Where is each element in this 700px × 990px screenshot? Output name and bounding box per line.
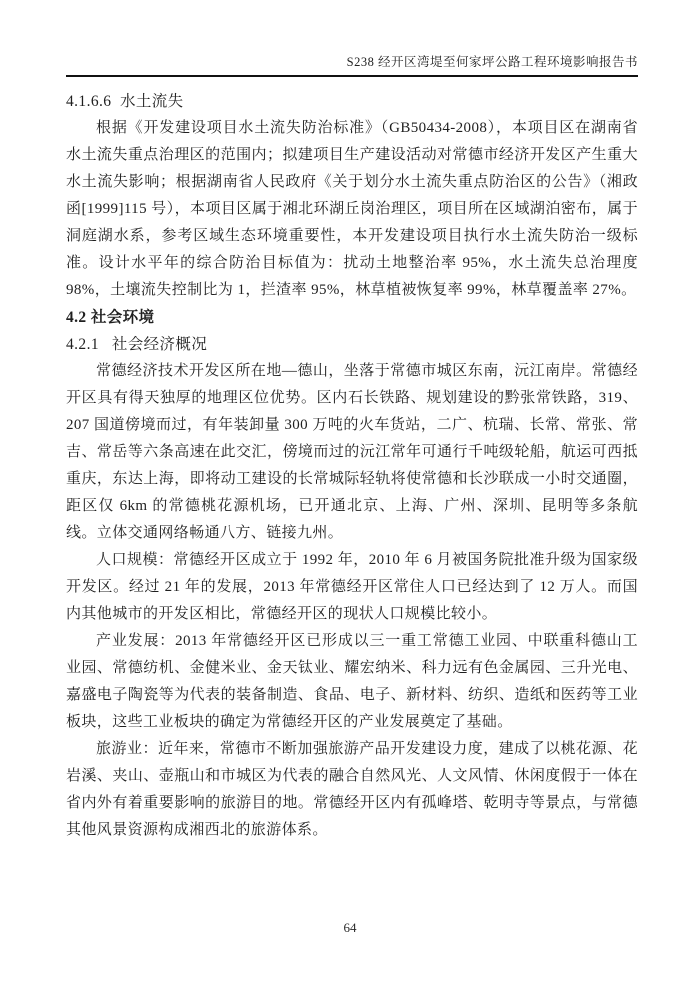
- paragraph-location-transport: 常德经济技术开发区所在地—德山，坐落于常德市城区东南，沅江南岸。常德经开区具有得天独厚的地理区位优势。区内石长铁路、规划建设的黔张常铁路，319、207 国道傍境而过，有年装卸量 300 万吨的火车货站，二广、杭瑞、长常、常张、常吉、常岳等六条高速在此交汇，傍境而过的沅江常年可通行千吨级轮船，航运可西抵重庆，东达上海，即将动工建设的长常城际轻轨将使常德和长沙联成一小时交通圈，距区仅 6km 的常德桃花源机场，已开通北京、上海、广州、深圳、昆明等多条航线。立体交通网络畅通八方、链接九州。: [66, 363, 638, 541]
- section-heading-4-1-6-6: 4.1.6.6 水土流失: [66, 93, 184, 110]
- section-heading-4-2: 4.2 社会环境: [66, 309, 155, 326]
- page-footer: [0, 920, 700, 936]
- page-header: [66, 54, 638, 77]
- section-heading-4-2-1: 4.2.1 社会经济概况: [66, 336, 208, 353]
- paragraph-soil-erosion: 根据《开发建设项目水土流失防治标准》（GB50434-2008），本项目区在湖南省水土流失重点治理区的范围内；拟建项目生产建设活动对常德市经济开发区产生重大水土流失影响；根据湖南省人民政府《关于划分水土流失重点防治区的公告》（湘政函[1999]115 号），本项目区属于湘北环湖丘岗治理区，项目所在区域湖泊密布，属于洞庭湖水系，参考区域生态环境重要性，本开发建设项目执行水土流失防治一级标准。设计水平年的综合防治目标值为：扰动土地整治率 95%，水土流失总治理度 98%，土壤流失控制比为 1，拦渣率 95%，林草植被恢复率 99%，林草覆盖率 27%。: [66, 120, 638, 298]
- page-number: 64: [343, 920, 357, 935]
- paragraph-population: 人口规模：常德经开区成立于 1992 年，2010 年 6 月被国务院批准升级为国家级开发区。经过 21 年的发展，2013 年常德经开区常住人口已经达到了 12 万人。而国内其他城市的开发区相比，常德经开区的现状人口规模比较小。: [66, 552, 638, 622]
- document-body: [66, 88, 638, 844]
- paragraph-industry: 产业发展：2013 年常德经开区已形成以三一重工常德工业园、中联重科德山工业园、常德纺机、金健米业、金天钛业、耀宏纳米、科力远有色金属园、三升光电、嘉盛电子陶瓷等为代表的装备制造、食品、电子、新材料、纺织、造纸和医药等工业板块，这些工业板块的确定为常德经开区的产业发展奠定了基础。: [66, 633, 638, 730]
- header-rule: [66, 75, 638, 77]
- paragraph-tourism: 旅游业：近年来，常德市不断加强旅游产品开发建设力度，建成了以桃花源、花岩溪、夹山、壶瓶山和市城区为代表的融合自然风光、人文风情、休闲度假于一体在省内外有着重要影响的旅游目的地。常德经开区内有孤峰塔、乾明寺等景点，与常德其他风景资源构成湘西北的旅游体系。: [66, 741, 638, 838]
- running-header-title: S238 经开区湾堤至何家坪公路工程环境影响报告书: [346, 55, 638, 69]
